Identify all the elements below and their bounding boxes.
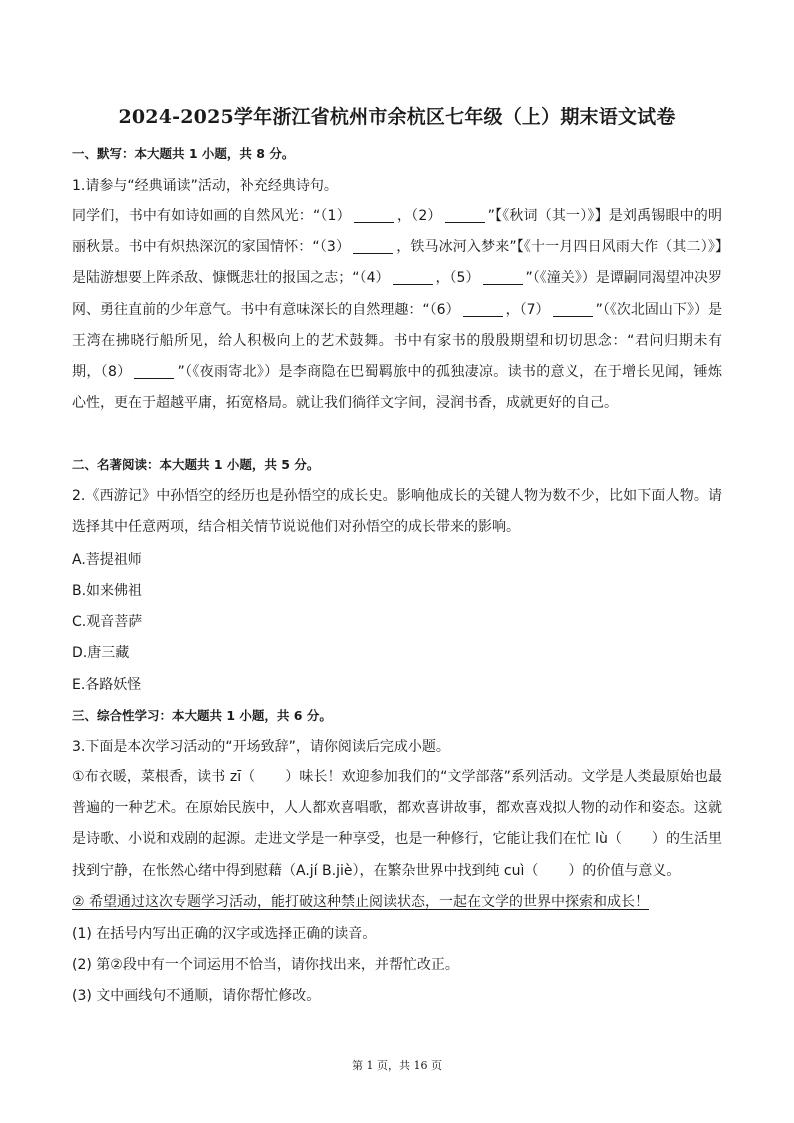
section-2-desc: 本大题共 1 小题，共 5 分。 <box>159 457 320 472</box>
question-3-paragraph-2 <box>72 892 649 912</box>
sub-question-3: (3) 文中画线句不通顺，请你帮忙修改。 <box>72 988 321 1004</box>
question-3-prompt: 3.下面是本次学习活动的“开场致辞”，请你阅读后完成小题。 <box>72 739 450 755</box>
answer-blank-6[interactable] <box>463 302 503 317</box>
section-3-header <box>72 706 332 726</box>
question-2-prompt: 2.《西游记》中孙悟空的经历也是孙悟空的成长史。影响他成长的关键人物为数不少，比如下面人物。请选择其中任意两项，结合相关情节说说他们对孙悟空的成长带来的影响。 <box>72 488 722 536</box>
page-number-footer: 第 1 页，共 16 页 <box>352 1059 442 1072</box>
option-c: C.观音菩萨 <box>72 614 143 630</box>
q1-text-9: ”（《夜雨寄北》）是李商隐在巴蜀羁旅中的孤独凄凉。读书的意义，在于增长见闻，锤炼心性，更在于超越平庸，拓宽格局。就让我们徜徉文字间，浸润书香，成就更好的自己。 <box>72 364 722 412</box>
q1-text-7: ，（7） <box>505 301 550 318</box>
section-1-desc: 本大题共 1 小题，共 8 分。 <box>134 146 295 161</box>
sub-question-1: (1) 在括号内写出正确的汉字或选择正确的读音。 <box>72 926 377 942</box>
q1-text-3: ”【《秋词（其一）》】是刘禹锡眼中的明丽秋景。书中有炽热深沉的家国情怀：“（3） <box>72 208 722 256</box>
q1-text-4: ，铁马冰河入梦来”【《十一月四日风雨大作（其二）》】是陆游想要上阵杀敌、慷慨悲壮的报国之志；“（4） <box>72 239 722 287</box>
exam-title: 2024-2025学年浙江省杭州市余杭区七年级（上）期末语文试卷 <box>118 106 676 128</box>
answer-blank-1[interactable] <box>354 208 394 223</box>
answer-blank-8[interactable] <box>134 364 174 379</box>
underlined-sentence: ② 希望通过这次专题学习活动，能打破这种禁止阅读状态，一起在文学的世界中探索和成长！ <box>72 894 649 910</box>
sub-question-2: (2) 第②段中有一个词运用不恰当，请你找出来，并帮忙改正。 <box>72 957 459 973</box>
option-e: E.各路妖怪 <box>72 677 142 693</box>
q1-text-1: 同学们，书中有如诗如画的自然风光：“（1） <box>72 208 351 224</box>
q1-text-8: ”（《次北固山下》）是王湾在拂晓行船所见，给人积极向上的艺术鼓舞。书中有家书的殷殷期望和切切思念：“君问归期未有期，（8） <box>72 301 722 381</box>
q1-text-6: ”（《潼关》）是谭嗣同渴望冲决罗网、勇往直前的少年意气。书中有意味深长的自然理趣：“（6） <box>72 270 722 318</box>
option-a: A.菩提祖师 <box>72 552 142 568</box>
answer-blank-7[interactable] <box>553 302 593 317</box>
answer-blank-4[interactable] <box>393 270 433 285</box>
option-d: D.唐三藏 <box>72 645 130 661</box>
question-1-passage <box>72 201 722 419</box>
answer-blank-5[interactable] <box>483 270 523 285</box>
q1-text-5: ，（5） <box>435 270 480 287</box>
question-1-prompt: 1.请参与“经典诵读”活动，补充经典诗句。 <box>72 178 338 194</box>
q3-para1-part-4: ）的价值与意义。 <box>568 862 681 879</box>
section-1-heading: 一、默写： <box>72 146 135 161</box>
q1-text-2: ，（2） <box>396 208 442 224</box>
answer-blank-3[interactable] <box>353 239 393 254</box>
q3-para1-part-1: ①布衣暖，菜根香，读书 zī（ <box>72 769 256 785</box>
section-1-header <box>72 144 294 164</box>
section-2-heading: 二、名著阅读： <box>72 457 160 472</box>
q3-para1-part-3: ）的生活里找到宁静，在怅然心绪中得到慰藉（A.jí B.jiè），在繁杂世界中找到纯 cuì（ <box>72 831 722 879</box>
section-3-heading: 三、综合性学习： <box>72 708 173 723</box>
q3-para1-part-2: ）味长！欢迎参加我们的“文学部落”系列活动。文学是人类最原始也最普遍的一种艺术。在原始民族中，人人都欢喜唱歌，都欢喜讲故事，都欢喜戏拟人物的动作和姿态。这就是诗歌、小说和戏剧的起源。走进文学是一种享受，也是一种修行，它能让我们在忙 lù（ <box>72 769 722 848</box>
section-2-header <box>72 455 319 475</box>
option-b: B.如来佛祖 <box>72 583 143 599</box>
answer-blank-2[interactable] <box>445 208 485 223</box>
exam-page <box>72 0 722 1123</box>
question-3-paragraph-1 <box>72 762 722 887</box>
section-3-desc: 本大题共 1 小题，共 6 分。 <box>172 708 332 723</box>
